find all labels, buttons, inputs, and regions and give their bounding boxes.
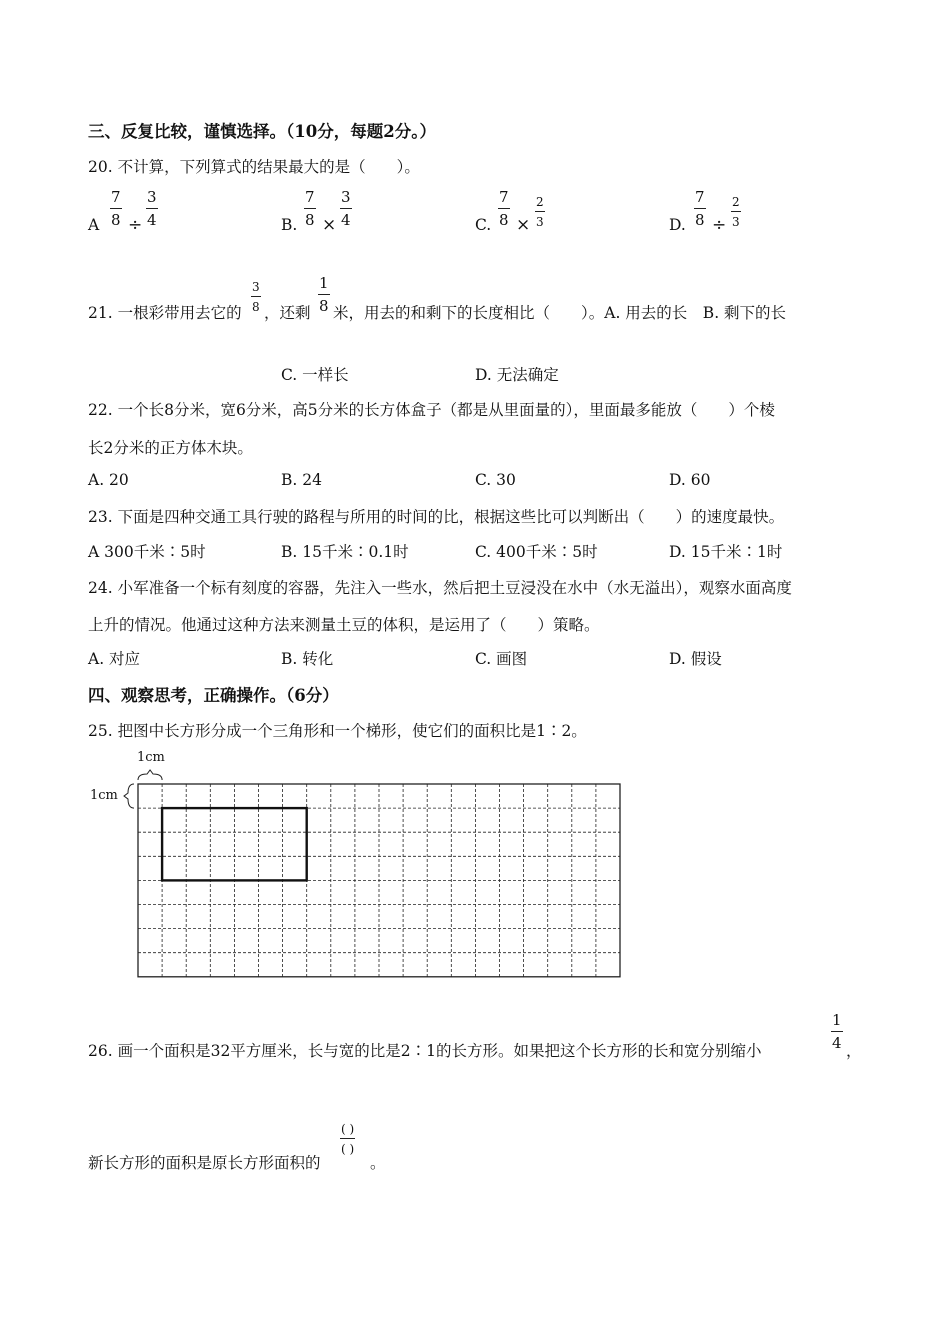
option-23-a[interactable]: A 300千米∶5时: [88, 543, 206, 561]
question-21-text-3: 米，用去的和剩下的长度相比（ ）。A. 用去的长 B. 剩下的长: [333, 304, 787, 322]
question-25-stem: 25. 把图中长方形分成一个三角形和一个梯形，使它们的面积比是1∶2。: [88, 722, 587, 740]
fraction: $\frac{3}{8}$: [252, 280, 260, 314]
option-22-c[interactable]: C. 30: [475, 471, 516, 489]
fraction: $\frac{2}{3}$: [536, 195, 544, 229]
fraction: $\frac{1}{4}$: [832, 1011, 842, 1052]
option-21-c[interactable]: C. 一样长: [281, 366, 349, 384]
question-21-text-2: ，还剩: [264, 304, 311, 322]
option-23-b[interactable]: B. 15千米∶0.1时: [281, 543, 409, 561]
answer-blank-fraction[interactable]: ( ) ( ): [341, 1122, 355, 1156]
question-26-line-2: 新长方形的面积是原长方形面积的: [88, 1154, 321, 1172]
fraction: $\frac{3}{4}$: [147, 188, 157, 229]
unit-label-top: 1cm: [137, 750, 165, 765]
grid-diagram: [120, 760, 630, 985]
option-24-c[interactable]: C. 画图: [475, 650, 528, 668]
option-label: A: [88, 216, 100, 234]
fraction: $\frac{7}{8}$: [499, 188, 509, 229]
unit-label-left: 1cm: [90, 788, 118, 803]
option-22-b[interactable]: B. 24: [281, 471, 322, 489]
question-21-text-1: 21. 一根彩带用去它的: [88, 304, 242, 322]
question-22-line-1: 22. 一个长8分米，宽6分米，高5分米的长方体盒子（都是从里面量的），里面最多能放（ ）个棱: [88, 401, 775, 419]
option-24-b[interactable]: B. 转化: [281, 650, 334, 668]
comma: ，: [846, 1042, 862, 1060]
option-23-d[interactable]: D. 15千米∶1时: [669, 543, 783, 561]
option-22-d[interactable]: D. 60: [669, 471, 711, 489]
fraction: $\frac{7}{8}$: [305, 188, 315, 229]
period: 。: [370, 1154, 386, 1172]
question-24-line-2: 上升的情况。他通过这种方法来测量土豆的体积，是运用了（ ）策略。: [88, 616, 600, 634]
option-23-c[interactable]: C. 400千米∶5时: [475, 543, 598, 561]
question-23-stem: 23. 下面是四种交通工具行驶的路程与所用的时间的比，根据这些比可以判断出（ ）的速度最快。: [88, 508, 785, 526]
fraction: $\frac{2}{3}$: [732, 195, 740, 229]
option-label: C.: [475, 216, 492, 234]
operator: ÷: [712, 215, 727, 235]
option-label: B.: [281, 216, 298, 234]
question-22-line-2: 长2分米的正方体木块。: [88, 439, 253, 457]
option-label: D.: [669, 216, 686, 234]
fraction: $\frac{3}{4}$: [341, 188, 351, 229]
fraction: $\frac{7}{8}$: [695, 188, 705, 229]
question-20-stem: 20. 不计算，下列算式的结果最大的是（ ）。: [88, 158, 420, 176]
section-4-title: 四、观察思考，正确操作。（6分）: [88, 686, 339, 705]
brace-left: [124, 784, 134, 808]
question-26-line-1: 26. 画一个面积是32平方厘米，长与宽的比是2∶1的长方形。如果把这个长方形的长和宽分别缩小: [88, 1042, 762, 1060]
fraction: $\frac{7}{8}$: [111, 188, 121, 229]
option-21-d[interactable]: D. 无法确定: [475, 366, 559, 384]
fraction: $\frac{1}{8}$: [319, 274, 329, 315]
operator: ÷: [128, 215, 143, 235]
question-24-line-1: 24. 小军准备一个标有刻度的容器，先注入一些水，然后把土豆浸没在水中（水无溢出），观察水面高度: [88, 579, 792, 597]
brace-top: [138, 770, 162, 780]
option-22-a[interactable]: A. 20: [88, 471, 129, 489]
operator: ×: [322, 215, 337, 235]
option-24-d[interactable]: D. 假设: [669, 650, 722, 668]
section-3-title: 三、反复比较，谨慎选择。（10分，每题2分。）: [88, 122, 436, 141]
operator: ×: [516, 215, 531, 235]
option-24-a[interactable]: A. 对应: [88, 650, 141, 668]
